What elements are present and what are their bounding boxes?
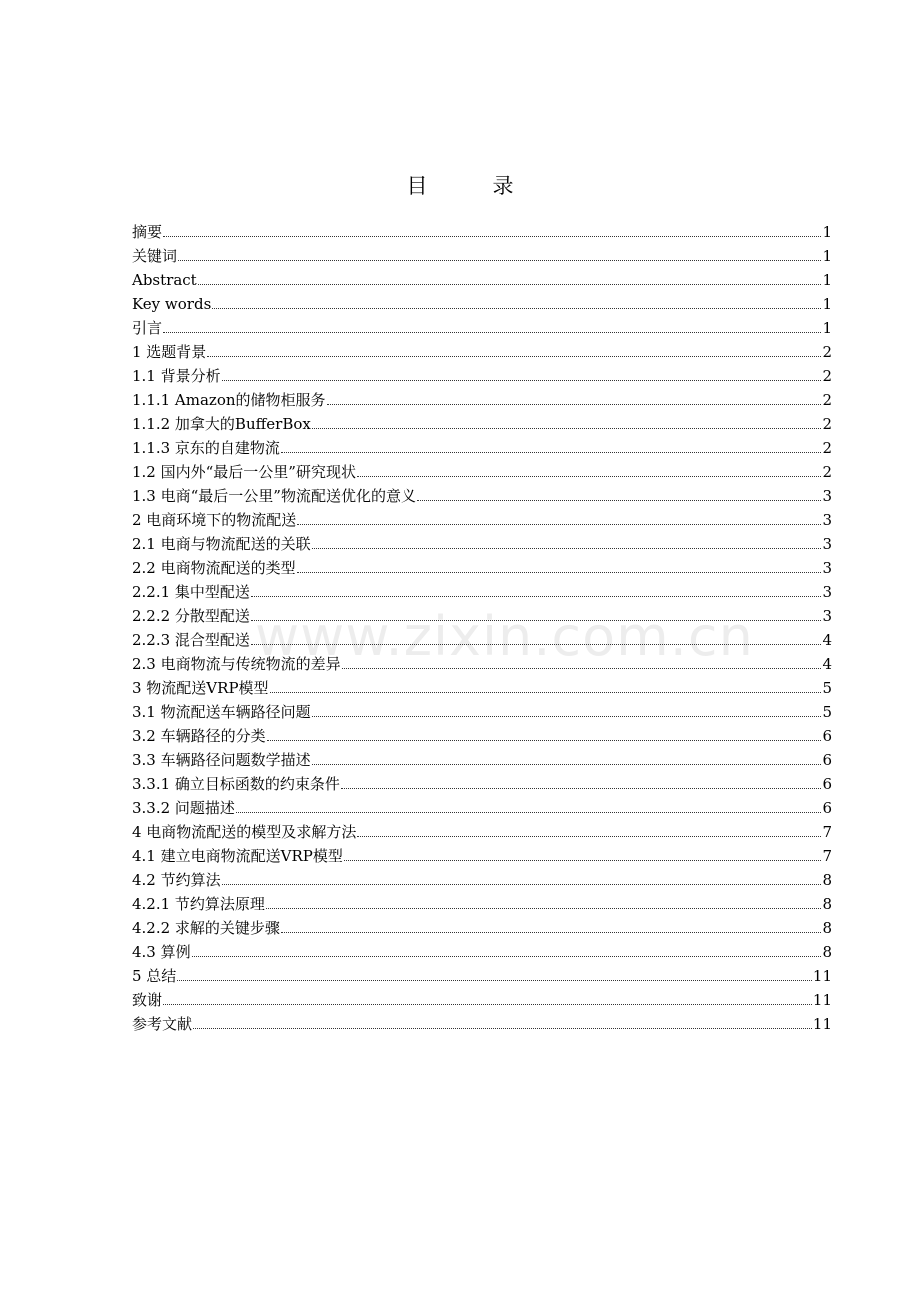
toc-entry-page-number: 3	[822, 583, 832, 601]
toc-entry-label: 4.2.1 节约算法原理	[132, 895, 265, 913]
toc-entry-page-number: 6	[822, 775, 832, 793]
toc-entry-label: 1.1.3 京东的自建物流	[132, 439, 280, 457]
toc-entry-label: 2 电商环境下的物流配送	[132, 511, 297, 529]
toc-entry-page-number: 7	[822, 847, 832, 865]
toc-entry-label: 致谢	[132, 991, 163, 1009]
toc-entry[interactable]	[132, 385, 832, 409]
toc-leader-dots	[297, 523, 821, 525]
toc-entry-page-number: 1	[822, 223, 832, 241]
toc-entry[interactable]	[132, 1009, 832, 1033]
toc-entry-page-number: 8	[822, 871, 832, 889]
toc-entry-page-number: 2	[822, 439, 832, 457]
toc-entry-label: Abstract	[132, 271, 197, 289]
toc-leader-dots	[312, 715, 822, 717]
toc-entry-label: 2.2.2 分散型配送	[132, 607, 250, 625]
toc-entry-label: 3.3 车辆路径问题数学描述	[132, 751, 311, 769]
toc-entry[interactable]	[132, 481, 832, 505]
toc-entry[interactable]	[132, 817, 832, 841]
toc-leader-dots	[341, 787, 822, 789]
toc-leader-dots	[357, 475, 821, 477]
toc-leader-dots	[281, 931, 822, 933]
toc-entry-label: 4.2 节约算法	[132, 871, 221, 889]
toc-entry-label: 2.2 电商物流配送的类型	[132, 559, 296, 577]
toc-entry-page-number: 11	[812, 991, 832, 1009]
toc-entry-page-number: 4	[822, 631, 832, 649]
toc-entry-label: 3.1 物流配送车辆路径问题	[132, 703, 311, 721]
toc-entry-page-number: 5	[822, 703, 832, 721]
toc-entry[interactable]	[132, 457, 832, 481]
toc-entry-page-number: 2	[822, 463, 832, 481]
toc-entry-label: 2.1 电商与物流配送的关联	[132, 535, 311, 553]
toc-entry-page-number: 3	[822, 511, 832, 529]
toc-leader-dots	[207, 355, 821, 357]
toc-entry-label: 2.2.1 集中型配送	[132, 583, 250, 601]
toc-entry-label: 引言	[132, 319, 163, 337]
toc-entry[interactable]	[132, 937, 832, 961]
toc-leader-dots	[267, 739, 822, 741]
toc-entry-label: 摘要	[132, 223, 163, 241]
toc-entry-page-number: 3	[822, 607, 832, 625]
toc-entry-label: 4.1 建立电商物流配送VRP模型	[132, 847, 343, 865]
watermark: www.zixin.com.cn	[255, 605, 754, 668]
toc-entry-page-number: 1	[822, 319, 832, 337]
toc-entry[interactable]	[132, 577, 832, 601]
toc-entry-label: 5 总结	[132, 967, 177, 985]
toc-entry-page-number: 5	[822, 679, 832, 697]
toc-entry[interactable]	[132, 913, 832, 937]
table-of-contents	[132, 217, 832, 1033]
toc-entry-page-number: 6	[822, 727, 832, 745]
toc-entry-page-number: 2	[822, 367, 832, 385]
toc-entry-page-number: 2	[822, 415, 832, 433]
toc-entry[interactable]	[132, 361, 832, 385]
toc-leader-dots	[163, 331, 821, 333]
toc-leader-dots	[312, 547, 822, 549]
toc-entry-page-number: 8	[822, 943, 832, 961]
toc-leader-dots	[222, 883, 822, 885]
toc-leader-dots	[281, 451, 822, 453]
toc-leader-dots	[297, 571, 822, 573]
toc-entry[interactable]	[132, 241, 832, 265]
toc-entry[interactable]	[132, 961, 832, 985]
toc-entry[interactable]	[132, 841, 832, 865]
toc-entry[interactable]	[132, 337, 832, 361]
toc-leader-dots	[222, 379, 822, 381]
toc-entry-page-number: 1	[822, 295, 832, 313]
toc-entry-label: 3.2 车辆路径的分类	[132, 727, 266, 745]
toc-entry-page-number: 2	[822, 391, 832, 409]
toc-entry-page-number: 8	[822, 895, 832, 913]
toc-leader-dots	[212, 307, 821, 309]
toc-leader-dots	[192, 955, 822, 957]
toc-entry[interactable]	[132, 529, 832, 553]
toc-entry[interactable]	[132, 313, 832, 337]
toc-entry-label: 4.3 算例	[132, 943, 191, 961]
toc-leader-dots	[357, 835, 821, 837]
toc-entry-label: Key words	[132, 295, 212, 313]
toc-entry-page-number: 3	[822, 559, 832, 577]
toc-entry-label: 3.3.1 确立目标函数的约束条件	[132, 775, 340, 793]
toc-leader-dots	[251, 595, 822, 597]
toc-entry[interactable]	[132, 601, 832, 625]
toc-entry[interactable]	[132, 505, 832, 529]
toc-entry[interactable]	[132, 745, 832, 769]
toc-leader-dots	[342, 667, 822, 669]
toc-leader-dots	[266, 907, 822, 909]
toc-entry-page-number: 3	[822, 535, 832, 553]
toc-entry-page-number: 11	[812, 1015, 832, 1033]
toc-leader-dots	[163, 1003, 812, 1005]
toc-entry[interactable]	[132, 265, 832, 289]
toc-entry-label: 3 物流配送VRP模型	[132, 679, 269, 697]
toc-leader-dots	[178, 259, 821, 261]
toc-entry[interactable]	[132, 289, 832, 313]
toc-leader-dots	[344, 859, 822, 861]
toc-entry-page-number: 11	[812, 967, 832, 985]
toc-entry[interactable]	[132, 769, 832, 793]
toc-title: 目 录	[406, 174, 536, 198]
toc-entry[interactable]	[132, 721, 832, 745]
toc-entry-label: 4 电商物流配送的模型及求解方法	[132, 823, 357, 841]
toc-leader-dots	[327, 403, 822, 405]
toc-leader-dots	[177, 979, 812, 981]
toc-entry-label: 3.3.2 问题描述	[132, 799, 235, 817]
toc-leader-dots	[312, 763, 822, 765]
toc-entry-page-number: 2	[822, 343, 832, 361]
toc-entry-label: 2.2.3 混合型配送	[132, 631, 250, 649]
toc-entry-label: 4.2.2 求解的关键步骤	[132, 919, 280, 937]
toc-entry[interactable]	[132, 649, 832, 673]
toc-entry-label: 1.2 国内外“最后一公里”研究现状	[132, 463, 356, 481]
toc-leader-dots	[193, 1027, 812, 1029]
toc-entry-label: 参考文献	[132, 1015, 193, 1033]
toc-entry[interactable]	[132, 625, 832, 649]
toc-entry-label: 2.3 电商物流与传统物流的差异	[132, 655, 341, 673]
toc-entry-page-number: 1	[822, 271, 832, 289]
toc-entry[interactable]	[132, 553, 832, 577]
toc-entry-label: 1.1.1 Amazon的储物柜服务	[132, 391, 326, 409]
toc-entry-label: 1 选题背景	[132, 343, 207, 361]
toc-leader-dots	[270, 691, 822, 693]
toc-entry[interactable]	[132, 217, 832, 241]
toc-entry[interactable]	[132, 673, 832, 697]
toc-entry-page-number: 4	[822, 655, 832, 673]
toc-entry-page-number: 6	[822, 751, 832, 769]
toc-entry-label: 1.3 电商“最后一公里”物流配送优化的意义	[132, 487, 416, 505]
toc-entry[interactable]	[132, 793, 832, 817]
toc-leader-dots	[312, 427, 822, 429]
toc-entry[interactable]	[132, 433, 832, 457]
toc-entry-page-number: 3	[822, 487, 832, 505]
toc-leader-dots	[198, 283, 822, 285]
toc-leader-dots	[251, 619, 822, 621]
toc-entry-page-number: 6	[822, 799, 832, 817]
toc-entry-page-number: 8	[822, 919, 832, 937]
toc-entry-label: 1.1.2 加拿大的BufferBox	[132, 415, 311, 433]
toc-entry[interactable]	[132, 409, 832, 433]
toc-entry-label: 关键词	[132, 247, 178, 265]
toc-leader-dots	[417, 499, 821, 501]
toc-entry-page-number: 7	[822, 823, 832, 841]
toc-entry-label: 1.1 背景分析	[132, 367, 221, 385]
toc-entry[interactable]	[132, 889, 832, 913]
toc-entry[interactable]	[132, 865, 832, 889]
toc-entry[interactable]	[132, 697, 832, 721]
toc-leader-dots	[236, 811, 822, 813]
toc-entry[interactable]	[132, 985, 832, 1009]
toc-leader-dots	[163, 235, 821, 237]
toc-leader-dots	[251, 643, 822, 645]
toc-entry-page-number: 1	[822, 247, 832, 265]
